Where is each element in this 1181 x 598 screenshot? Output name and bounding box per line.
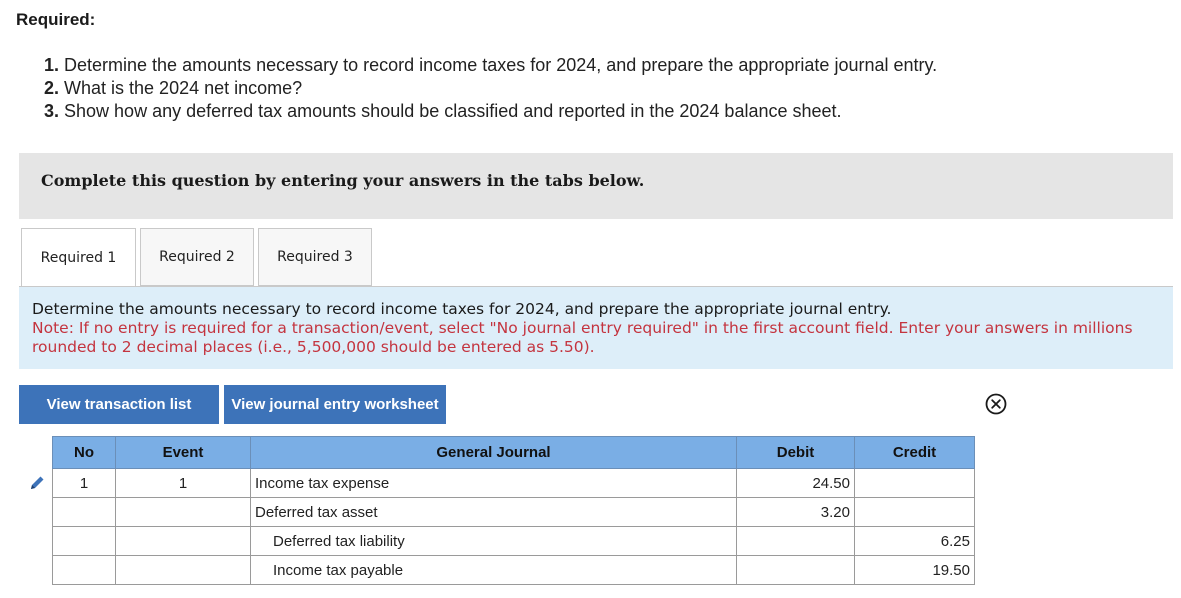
row-credit[interactable]: 19.50 xyxy=(855,556,975,585)
tab-required-2[interactable]: Required 2 xyxy=(140,228,254,286)
tab-required-3[interactable]: Required 3 xyxy=(258,228,372,286)
row-debit[interactable]: 3.20 xyxy=(737,498,855,527)
instruction-banner xyxy=(19,153,1173,219)
row-debit[interactable] xyxy=(737,527,855,556)
table-row xyxy=(53,556,975,585)
row-credit[interactable] xyxy=(855,469,975,498)
header-debit: Debit xyxy=(737,437,855,469)
requirement-item-1: 1. Determine the amounts necessary to record income taxes for 2024, and prepare the appropriate journal entry. xyxy=(44,55,938,75)
instruction-text: Complete this question by entering your answers in the tabs below. xyxy=(41,171,645,190)
table-header-row xyxy=(53,437,975,469)
row-event: 1 xyxy=(116,469,251,498)
row-no xyxy=(53,498,116,527)
row-credit[interactable] xyxy=(855,498,975,527)
requirement-item-3: 3. Show how any deferred tax amounts should be classified and reported in the 2024 balance sheet. xyxy=(44,101,842,121)
table-row xyxy=(53,527,975,556)
header-no: No xyxy=(53,437,116,469)
header-event: Event xyxy=(116,437,251,469)
row-event xyxy=(116,527,251,556)
general-journal-table xyxy=(52,436,975,585)
row-account[interactable]: Income tax payable xyxy=(251,556,737,585)
table-row xyxy=(53,469,975,498)
row-account[interactable]: Deferred tax asset xyxy=(251,498,737,527)
row-account[interactable]: Deferred tax liability xyxy=(251,527,737,556)
row-no xyxy=(53,527,116,556)
row-account[interactable]: Income tax expense xyxy=(251,469,737,498)
view-journal-worksheet-button[interactable]: View journal entry worksheet xyxy=(224,385,446,424)
row-event xyxy=(116,498,251,527)
table-row xyxy=(53,498,975,527)
panel-prompt: Determine the amounts necessary to record income taxes for 2024, and prepare the appropriate journal entry. xyxy=(32,300,892,318)
tab-required-1[interactable]: Required 1 xyxy=(21,228,136,287)
header-credit: Credit xyxy=(855,437,975,469)
header-general-journal: General Journal xyxy=(251,437,737,469)
tab-panel xyxy=(19,287,1173,369)
requirement-item-2: 2. What is the 2024 net income? xyxy=(44,78,303,98)
row-debit[interactable]: 24.50 xyxy=(737,469,855,498)
panel-note: Note: If no entry is required for a transaction/event, select "No journal entry required" in the first account field. Enter your answers in millions rounded to 2 decimal places (i.e., 5,500,000 should be entered as 5.50). xyxy=(32,319,1133,356)
row-credit[interactable]: 6.25 xyxy=(855,527,975,556)
row-event xyxy=(116,556,251,585)
view-transaction-list-button[interactable]: View transaction list xyxy=(19,385,219,424)
required-heading: Required: xyxy=(16,10,96,29)
row-no xyxy=(53,556,116,585)
close-icon[interactable] xyxy=(985,393,1007,415)
row-no: 1 xyxy=(53,469,116,498)
requirements-list xyxy=(44,54,937,123)
pencil-icon[interactable] xyxy=(28,474,46,492)
row-debit[interactable] xyxy=(737,556,855,585)
